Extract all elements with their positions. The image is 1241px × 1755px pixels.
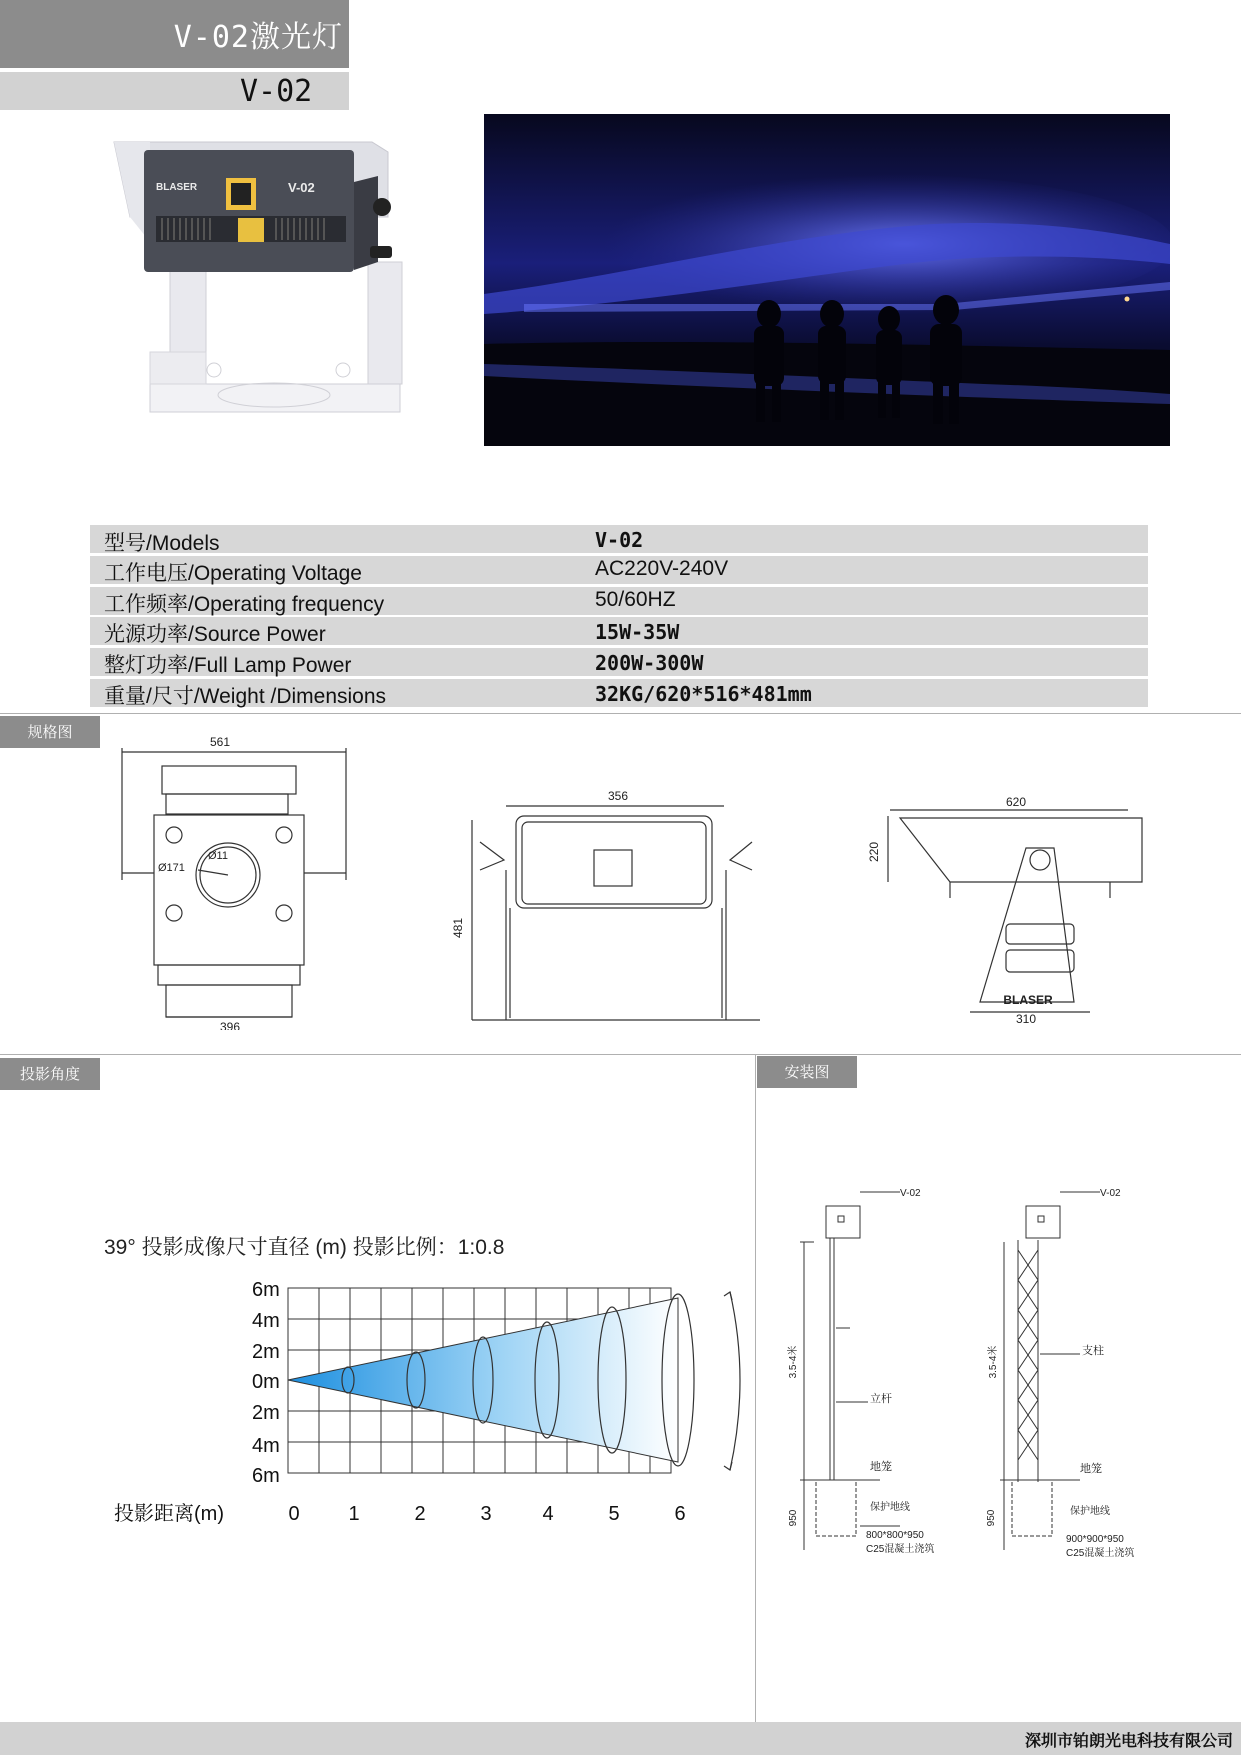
spec-label: 重量/尺寸/Weight /Dimensions — [104, 685, 387, 708]
side-view-drawing — [472, 806, 760, 1020]
installation-drawings — [770, 1170, 1190, 1590]
left-pole-label: 立杆 — [870, 1393, 892, 1405]
right-depth-label: 950 — [986, 1509, 997, 1527]
projection-title: 39° 投影成像尺寸直径 (m) 投影比例：1:0.8 — [104, 1236, 505, 1259]
company-name: 深圳市铂朗光电科技有限公司 — [1024, 1731, 1233, 1750]
svg-text:V-02: V-02 — [288, 180, 315, 195]
y-label: 0m — [252, 1371, 280, 1393]
spec-label: 工作电压/Operating Voltage — [104, 562, 362, 585]
x-label: 0 — [288, 1503, 300, 1525]
left-depth-label: 950 — [788, 1509, 799, 1527]
left-height-label: 3.5-4米 — [788, 1345, 799, 1379]
dim-outer-diameter: Ø171 — [158, 862, 185, 874]
section-tab-projection-angle: 投影角度 — [0, 1058, 100, 1090]
y-label: 2m — [252, 1341, 280, 1363]
right-pole-label: 支柱 — [1082, 1345, 1104, 1357]
x-label: 4 — [542, 1503, 554, 1525]
x-label: 2 — [414, 1503, 426, 1525]
dim-rear-height: 220 — [867, 841, 881, 863]
x-label: 1 — [348, 1503, 360, 1525]
spec-value: 50/60HZ — [595, 588, 676, 611]
x-axis-title: 投影距离(m) — [114, 1503, 224, 1525]
dim-front-width: 561 — [209, 735, 231, 749]
x-label: 6 — [674, 1503, 686, 1525]
laser-show-photo — [484, 114, 1170, 446]
vertical-divider — [755, 1054, 756, 1722]
spec-value: 32KG/620*516*481mm — [595, 682, 812, 706]
rear-view-drawing — [888, 810, 1142, 1012]
section-divider — [0, 713, 1241, 714]
dimension-drawings — [110, 730, 1150, 1030]
y-label: 6m — [252, 1465, 280, 1487]
projection-diagram — [90, 1230, 750, 1540]
x-label: 5 — [608, 1503, 620, 1525]
left-concrete-label: C25混凝土浇筑 — [866, 1544, 935, 1555]
section-tab-installation: 安装图 — [757, 1056, 857, 1088]
y-label: 4m — [252, 1310, 280, 1332]
spec-label: 型号/Models — [104, 532, 220, 555]
dim-side-height: 481 — [451, 917, 465, 939]
rear-brand-label: BLASER — [1003, 993, 1053, 1007]
model-code: V-02 — [240, 74, 313, 109]
dim-rear-width: 620 — [1005, 795, 1027, 809]
right-ground-label: 保护地线 — [1070, 1506, 1110, 1517]
left-foundation-label: 800*800*950 — [866, 1530, 924, 1541]
y-label: 4m — [252, 1435, 280, 1457]
front-view-drawing — [122, 748, 346, 1017]
left-cage-label: 地笼 — [870, 1461, 892, 1473]
device-photo — [110, 112, 482, 434]
dim-inner-diameter: Ø11 — [208, 850, 228, 862]
left-ground-label: 保护地线 — [870, 1502, 910, 1513]
page-title: V-02激光灯 — [173, 20, 343, 55]
right-height-label: 3.5-4米 — [988, 1345, 999, 1379]
section-divider — [0, 1054, 1241, 1055]
spec-value: 200W-300W — [595, 651, 704, 675]
svg-text:BLASER: BLASER — [156, 182, 198, 193]
right-cage-label: 地笼 — [1080, 1463, 1102, 1475]
right-foundation-label: 900*900*950 — [1066, 1534, 1124, 1545]
dim-front-bottom: 396 — [219, 1020, 241, 1030]
x-label: 3 — [480, 1503, 492, 1525]
y-label: 6m — [252, 1279, 280, 1301]
spec-value: V-02 — [595, 528, 644, 552]
dim-rear-base: 310 — [1015, 1012, 1037, 1026]
section-tab-spec-drawing: 规格图 — [0, 716, 100, 748]
spec-label: 光源功率/Source Power — [104, 623, 326, 646]
spec-label: 工作频率/Operating frequency — [104, 593, 385, 616]
right-concrete-label: C25混凝土浇筑 — [1066, 1548, 1135, 1559]
spec-value: AC220V-240V — [595, 557, 729, 580]
y-label: 2m — [252, 1402, 280, 1424]
left-model-label: V-02 — [900, 1188, 921, 1199]
spec-value: 15W-35W — [595, 620, 680, 644]
right-model-label: V-02 — [1100, 1188, 1121, 1199]
dim-side-width: 356 — [607, 789, 629, 803]
spec-label: 整灯功率/Full Lamp Power — [104, 654, 352, 677]
